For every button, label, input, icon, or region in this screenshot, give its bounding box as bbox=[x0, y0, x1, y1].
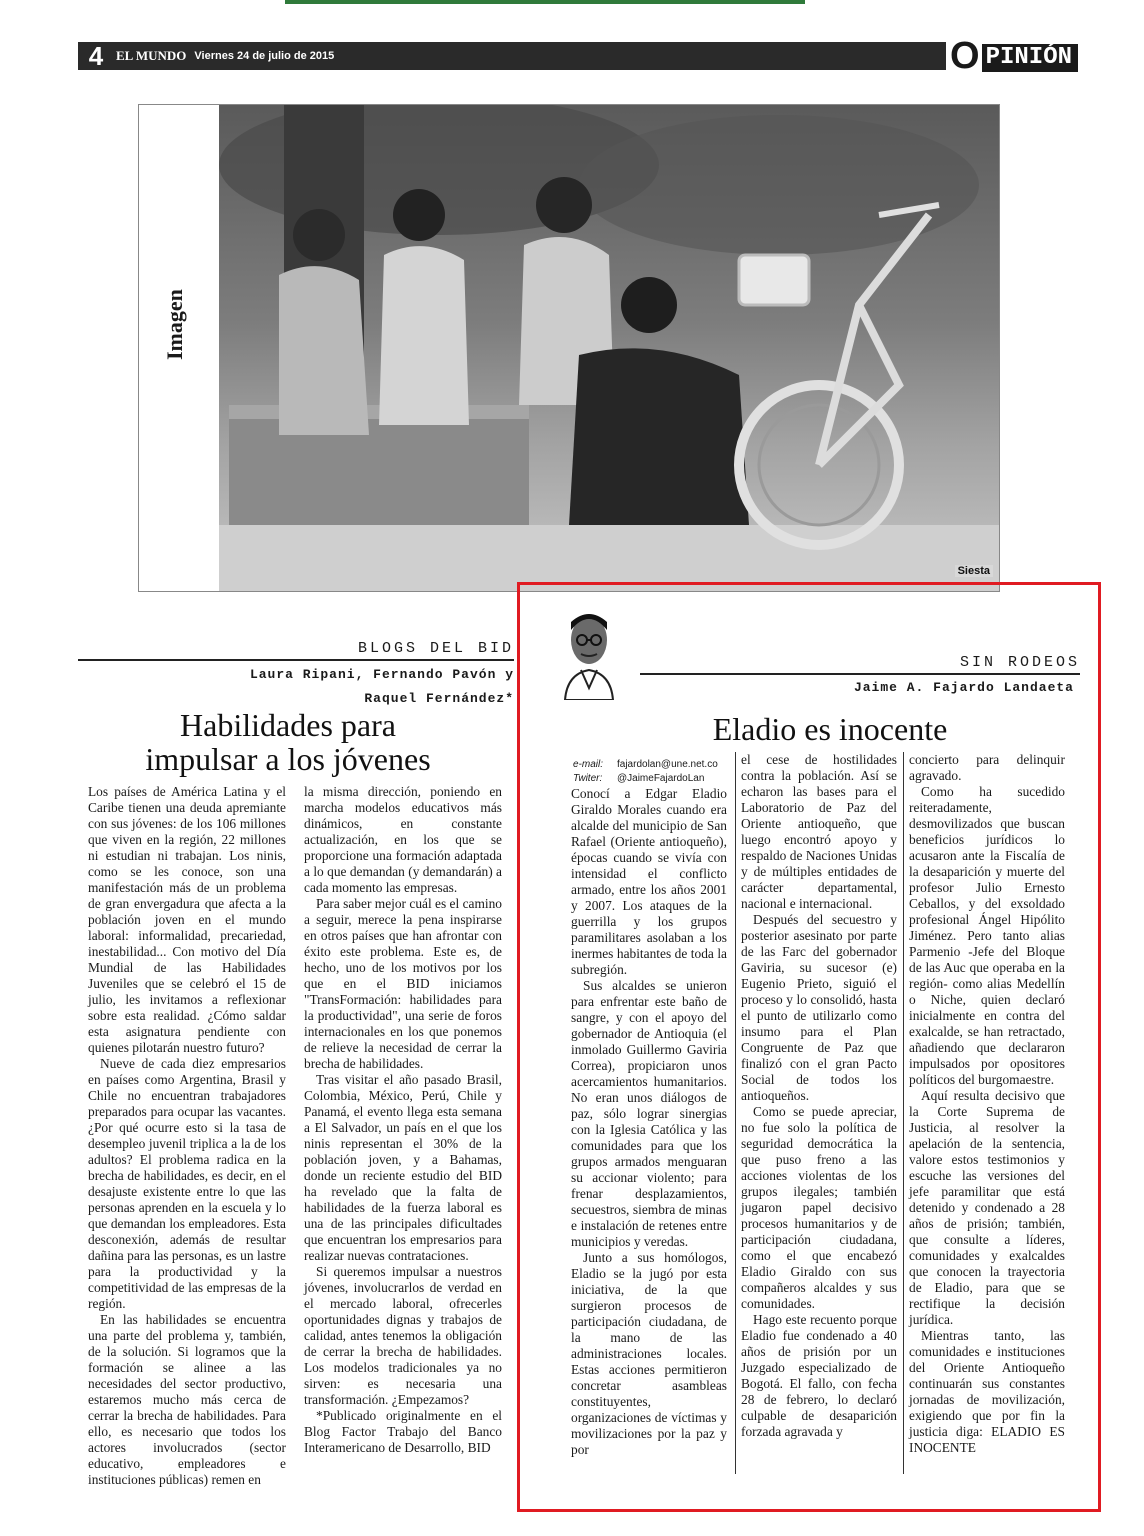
photo-scene-image bbox=[139, 105, 999, 591]
column-divider bbox=[735, 752, 736, 1474]
section-title-rest: PINIÓN bbox=[982, 44, 1078, 72]
issue-date: Viernes 24 de julio de 2015 bbox=[194, 50, 335, 62]
author-email: fajardolan@une.net.co bbox=[617, 759, 718, 770]
photo-caption: Siesta bbox=[955, 565, 993, 577]
left-headline-line-1: Habilidades para bbox=[180, 707, 396, 743]
left-headline bbox=[88, 708, 488, 776]
blog-kicker: BLOGS DEL BID bbox=[78, 640, 514, 661]
left-byline-line-1: Laura Ripani, Fernando Pavón y bbox=[249, 667, 514, 682]
paragraph: Los países de América Latina y el Caribe tienen una deuda apremiante con sus jóvenes: de los 106 millones que viven en la región, 22 millones ni estudian ni trabajan. Los ninis, como se les conoce, son una manifestación más de un problema de gran envergadura que afecta a la población joven en el mundo laboral: informalidad, precariedad, inestabilidad... Con motivo del Día Mundial de las Habilidades Juveniles que se celebró el 15 de julio, les invitamos a reflexionar sobre esta realidad. ¿Cómo saldar esta asignatura pendiente con quienes pilotarán nuestro futuro? bbox=[88, 784, 286, 1055]
author-contact bbox=[573, 758, 733, 786]
paragraph: Nueve de cada diez empresarios en países como Argentina, Brasil y Chile no encuentran trabajadores preparados para ocupar las vacantes. ¿Por qué ocurre esto si la tasa de desempleo juvenil triplica a la de los adultos? El problema radica en la brecha de habilidades, es decir, en el desajuste existente entre lo que las personas aprenden en la escuela y lo que demandan los empleadores. Esta desconexión, además de resultar dañina para las personas, es un lastre para la productividad y la competitividad de las empresas de la región. bbox=[88, 1056, 286, 1311]
right-headline: Eladio es inocente bbox=[712, 711, 948, 747]
column-divider bbox=[903, 752, 904, 1474]
section-title bbox=[946, 34, 1082, 77]
paragraph: el cese de hostilidades contra la población. Así se echaron las bases para el Laboratorio de Paz del Oriente antioqueño, que luego encontró apoyo y respaldo de Naciones Unidas y de múltiples entidades de carácter departamental, nacional e internacional. bbox=[741, 752, 897, 911]
author-twitter: @JaimeFajardoLan bbox=[617, 773, 705, 784]
author-photo bbox=[557, 604, 621, 700]
paper-name: EL MUNDO bbox=[116, 48, 187, 63]
paragraph: Conocí a Edgar Eladio Giraldo Morales cuando era alcalde del municipio de San Rafael (Oriente antioqueño), épocas cuando se vivía con intensidad el conflicto armado, entre los años 2001 y 2007. Los ataques de la guerrilla y los grupos paramilitares asolaban a los inermes habitantes de toda la subregión. bbox=[571, 786, 727, 977]
page-number: 4 bbox=[88, 40, 104, 71]
email-label: e-mail: bbox=[573, 759, 604, 770]
paragraph: Sus alcaldes se unieron para enfrentar este baño de sangre, y con el apoyo del gobernador de Antioquia (el inmolado Guillermo Gaviria Correa), propiciaron unos acercamientos humanitarios. No eran unos diálogos de paz, sólo lograr sinergias con la Iglesia Católica y las comunidades para que los grupos armados menguaran su accionar violento; para frenar desplazamientos, secuestros, siembra de minas e instalación de retenes entre municipios y veredas. bbox=[571, 978, 727, 1249]
left-headline-line-2: impulsar a los jóvenes bbox=[145, 741, 431, 777]
paragraph: Junto a sus homólogos, Eladio se la jugó por esta iniciativa, de la que surgieron procesos de participación ciudadana, de la mano de las administraciones locales. Estas acciones permitieron concretar asambleas constituyentes, organizaciones de víctimas y movilizaciones por la paz y por bbox=[571, 1250, 727, 1457]
paragraph: Como se puede apreciar, no fue solo la política de seguridad democrática la que puso freno a las acciones violentas de los grupos ilegales; también jugaron papel decisivo procesos humanitarios y de participación ciudadana, como el que encabezó Eladio Giraldo con sus compañeros alcaldes y sus comunidades. bbox=[741, 1104, 897, 1311]
paragraph: Para saber mejor cuál es el camino a seguir, merece la pena inspirarse en otros países que han afrontar con éxito este problema. Este es, de hecho, uno de los motivos por los que en el BID iniciamos "TransFormación: habilidades para la productividad", una serie de foros internacionales en los que ponemos de relieve la necesidad de cerrar la brecha de habilidades. bbox=[304, 896, 502, 1071]
left-article-header bbox=[78, 640, 514, 709]
left-byline-line-2: Raquel Fernández* bbox=[364, 691, 514, 706]
paragraph: *Publicado originalmente en el Blog Factor Trabajo del Banco Interamericano de Desarrollo, BID bbox=[304, 1408, 502, 1455]
paragraph: Hago este recuento porque Eladio fue condenado a 40 años de prisión por un Juzgado especializado de Bogotá. El fallo, con fecha 28 de febrero, lo declaró culpable de desaparición forzada agravada y bbox=[741, 1312, 897, 1439]
paragraph: la misma dirección, poniendo en marcha modelos educativos más dinámicos, en constante actualización, en los que se proporcione una formación adaptada a lo que demandan (y demandarán) a cada momento las empresas. bbox=[304, 784, 502, 895]
paragraph: concierto para delinquir agravado. bbox=[909, 752, 1065, 783]
feature-photo bbox=[138, 104, 1000, 592]
twitter-label: Twiter: bbox=[573, 773, 603, 784]
paragraph: Aquí resulta decisivo que la Corte Suprema de Justicia, al resolver la apelación de la sentencia, valore estos testimonios y escuche las versiones del jefe paramilitar que está detenido y condenado a 28 años de prisión; también, que consulte a líderes, comunidades y exalcaldes que conocen la trayectoria de Eladio, para que se rectifique la decisión jurídica. bbox=[909, 1088, 1065, 1327]
photo-section-label: Imagen bbox=[162, 289, 187, 360]
opinion-column-kicker: SIN RODEOS bbox=[640, 654, 1080, 675]
right-article-column-1 bbox=[571, 786, 727, 1458]
paragraph: Después del secuestro y posterior asesinato por parte de las Farc del gobernador Gaviria, su sucesor (e) Eugenio Prieto, siguió el proceso y lo consolidó, hasta el punto de utilizarlo como insumo para el Plan Congruente de Paz que finalizó con el gran Pacto Social de todos los antioqueños. bbox=[741, 912, 897, 1103]
right-article-column-3 bbox=[909, 752, 1065, 1456]
paragraph: Mientras tanto, las comunidades e instituciones del Oriente Antioqueño continuarán sus constantes jornadas de movilización, exigiendo que por fin la justicia diga: ELADIO ES INOCENTE bbox=[909, 1328, 1065, 1455]
right-article-column-2 bbox=[741, 752, 897, 1440]
author-portrait-image bbox=[557, 604, 621, 700]
paragraph: Si queremos impulsar a nuestros jóvenes, involucrarlos de verdad en el mercado laboral, ofrecerles oportunidades dignas y trabajos de calidad, antes tenemos la obligación de cerrar la brecha de habilidades. Los modelos tradicionales ya no sirven: es necesaria una transformación. ¿Empezamos? bbox=[304, 1264, 502, 1407]
section-title-initial: O bbox=[950, 35, 980, 77]
paragraph: Tras visitar el año pasado Brasil, Colombia, México, Perú, Chile y Panamá, el evento llega esta semana a El Salvador, un país en el que los ninis representan el 30% de la población joven, y a Bahamas, donde un reciente estudio del BID ha revelado que la falta de habilidades de la fuerza laboral es una de las principales dificultades que encuentran los empresarios para realizar nuevas contrataciones. bbox=[304, 1072, 502, 1263]
paragraph: Como ha sucedido reiteradamente, desmovilizados que buscan beneficios jurídicos lo acusaron ante la Fiscalía de la desaparición y muerte del profesor Julio Ernesto Ceballos, y del exsoldado profesional Ángel Hipólito Jiménez. Pero tanto alias Parmenio -Jefe del Bloque de las Auc que operaba en la región- como alias Medellín o Niche, quien declaró inicialmente en contra del exalcalde, se han retractado, añadiendo que declararon impulsados por opositores políticos del burgomaestre. bbox=[909, 784, 1065, 1087]
page-header bbox=[78, 35, 1078, 77]
right-byline: Jaime A. Fajardo Landaeta bbox=[853, 680, 1074, 695]
left-article-column-2 bbox=[304, 784, 502, 1456]
paragraph: En las habilidades se encuentra una parte del problema y, también, de la solución. Si logramos que la formación se alinee a las necesidades del sector productivo, estaremos mucho más cerca de cerrar la brecha de habilidades. Para ello, es necesario que todos los actores involucrados (sector educativo, empleadores e instituciones públicas) remen en bbox=[88, 1312, 286, 1487]
top-rule bbox=[285, 0, 805, 4]
left-article-column-1 bbox=[88, 784, 286, 1488]
